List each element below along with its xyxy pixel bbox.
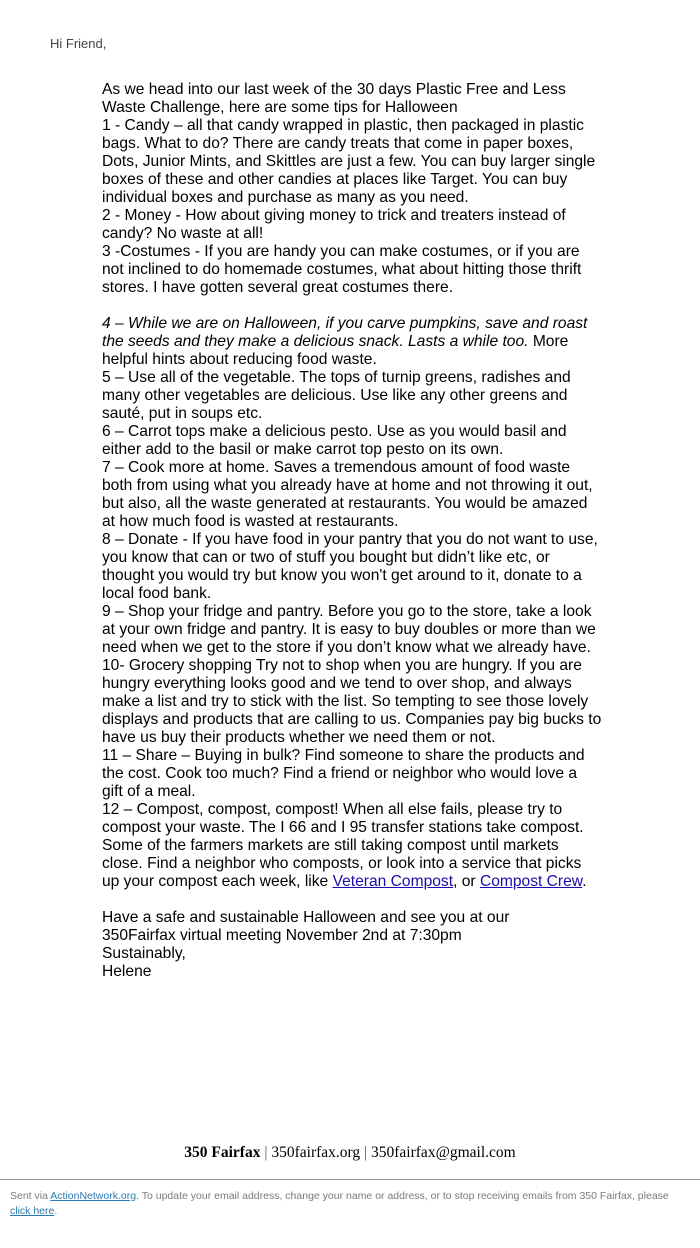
footer-separator: | <box>360 1144 372 1161</box>
veteran-compost-link[interactable]: Veteran Compost <box>332 873 454 890</box>
tip-compost-or: , or <box>453 873 480 890</box>
org-name: 350 Fairfax <box>184 1144 261 1161</box>
compost-crew-link[interactable]: Compost Crew <box>479 873 583 890</box>
email-body <box>102 81 602 981</box>
tip-grocery-shopping: 10- Grocery shopping Try not to shop when you are hungry. If you are hungry everything looks good and we tend to over shop, and always make a list and try to stick with the list. So tempting to see those lovely displays and products that are calling to us. Companies pay big bucks to have us buy their products whether we need them or not. <box>102 657 602 746</box>
click-here-link[interactable]: click here <box>10 1205 55 1217</box>
footer-divider <box>0 1179 700 1180</box>
footer-separator: | <box>260 1144 272 1161</box>
tip-compost-period: . <box>582 873 587 890</box>
tip-pumpkin-italic: 4 – While we are on Halloween, if you carve pumpkins, save and roast the seeds and they make a delicious snack. Lasts a while too. <box>102 315 588 350</box>
unsubscribe-notice <box>10 1189 690 1219</box>
closing-line-1: Have a safe and sustainable Halloween and see you at our <box>102 909 510 926</box>
tip-share: 11 – Share – Buying in bulk? Find someone to share the products and the cost. Cook too much? Find a friend or neighbor who would love a gift of a meal. <box>102 747 585 800</box>
org-website: 350fairfax.org <box>271 1144 361 1161</box>
org-email: 350fairfax@gmail.com <box>371 1144 516 1161</box>
greeting: Hi Friend, <box>50 36 107 51</box>
org-footer <box>0 1144 700 1162</box>
tip-donate: 8 – Donate - If you have food in your pantry that you do not want to use, you know that can or two of stuff you bought but didn’t like etc, or thought you would try but know you won't get around to it, donate to a local food bank. <box>102 531 598 602</box>
tip-vegetables: 5 – Use all of the vegetable. The tops of turnip greens, radishes and many other vegetables are delicious. Use like any other greens and sauté, put in soups etc. <box>102 369 571 422</box>
tip-shop-fridge: 9 – Shop your fridge and pantry. Before you go to the store, take a look at your own fridge and pantry. It is easy to buy doubles or more than we need when we get to the store if you don’t know what we already have. <box>102 603 596 656</box>
fine-print-middle: . To update your email address, change your name or address, or to stop receiving emails from 350 Fairfax, please <box>136 1190 669 1202</box>
tip-money: 2 - Money - How about giving money to trick and treaters instead of candy? No waste at all! <box>102 207 566 242</box>
tip-candy: 1 - Candy – all that candy wrapped in plastic, then packaged in plastic bags. What to do? There are candy treats that come in paper boxes, Dots, Junior Mints, and Skittles are just a few. You can buy larger single boxes of these and other candies at places like Target. You can buy individual boxes and purchase as many as you need. <box>102 117 596 206</box>
closing-line-2: 350Fairfax virtual meeting November 2nd at 7:30pm <box>102 927 462 944</box>
tip-costumes: 3 -Costumes - If you are handy you can make costumes, or if you are not inclined to do homemade costumes, what about hitting those thrift stores. I have gotten several great costumes there. <box>102 243 582 296</box>
paragraph-gap <box>102 891 602 909</box>
tip-compost <box>102 801 602 891</box>
paragraph-gap <box>102 297 602 315</box>
signature: Helene <box>102 963 152 980</box>
tip-cook-at-home: 7 – Cook more at home. Saves a tremendous amount of food waste both from using what you already have at home and not throwing it out, but also, all the waste generated at restaurants. You would be amazed at how much food is wasted at restaurants. <box>102 459 593 530</box>
fine-print-suffix: . <box>54 1205 58 1217</box>
tip-compost-text: 12 – Compost, compost, compost! When all else fails, please try to compost your waste. The I 66 and I 95 transfer stations take compost. Some of the farmers markets are still taking compost until markets close. Find a neighbor who composts, or look into a service that picks up your compost each week, like <box>102 801 584 890</box>
intro-paragraph: As we head into our last week of the 30 days Plastic Free and Less Waste Challenge, here are some tips for Halloween <box>102 81 566 116</box>
tip-carrot-pesto: 6 – Carrot tops make a delicious pesto. Use as you would basil and either add to the basil or make carrot top pesto on its own. <box>102 423 567 458</box>
signoff: Sustainably, <box>102 945 186 962</box>
food-waste-intro: More helpful hints about reducing food waste. <box>102 333 569 368</box>
tip-pumpkin-seeds <box>102 315 602 369</box>
actionnetwork-link[interactable]: ActionNetwork.org <box>50 1190 137 1202</box>
fine-print-prefix: Sent via <box>10 1190 51 1202</box>
